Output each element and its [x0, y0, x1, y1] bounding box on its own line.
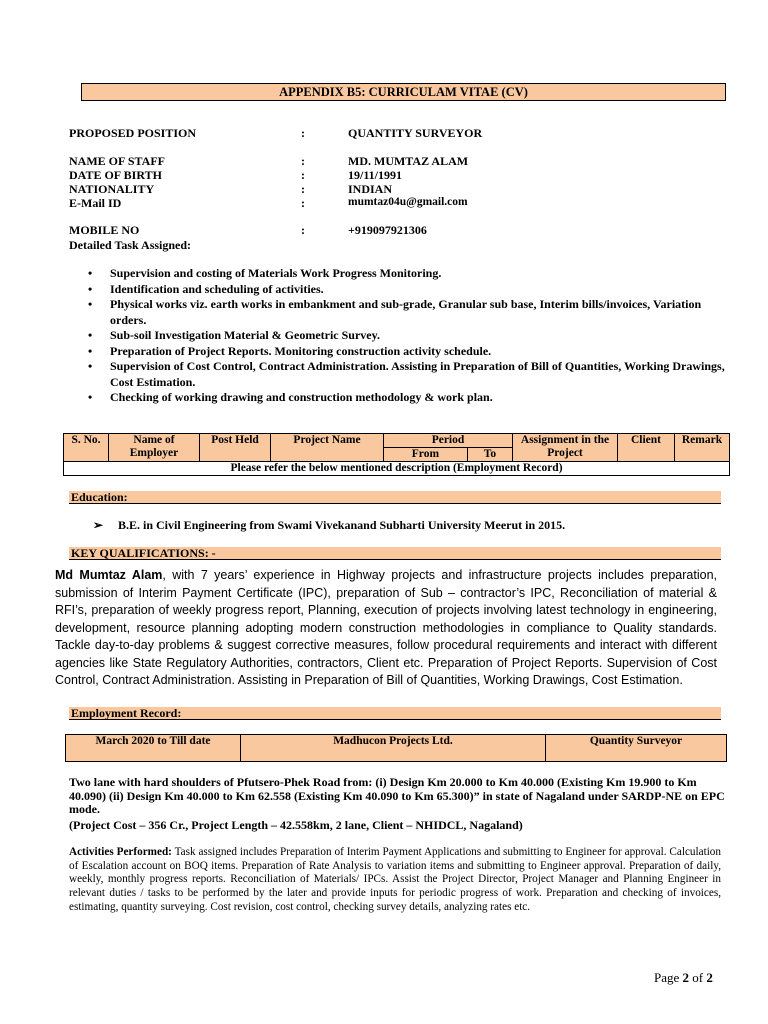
- table-header: Post Held: [200, 434, 271, 462]
- field-label-email: E-Mail ID: [69, 196, 122, 210]
- table-note: Please refer the below mentioned description (Employment Record): [64, 462, 730, 476]
- employment-table: [65, 734, 727, 762]
- project-table: [63, 433, 730, 476]
- cv-title: APPENDIX B5: CURRICULAM VITAE (CV): [81, 83, 726, 101]
- field-value-mobile: +919097921306: [348, 223, 427, 237]
- field-value-name: MD. MUMTAZ ALAM: [348, 154, 469, 168]
- task-heading: Detailed Task Assigned:: [69, 238, 192, 252]
- table-header: S. No.: [64, 434, 109, 462]
- table-header: Remark: [675, 434, 730, 462]
- employment-position: Quantity Surveyor: [546, 735, 727, 762]
- table-header: Project Name: [271, 434, 384, 462]
- field-colon: :: [301, 196, 305, 210]
- field-label-mobile: MOBILE NO: [69, 223, 140, 237]
- field-colon: :: [301, 223, 305, 237]
- field-label-nationality: NATIONALITY: [69, 182, 155, 196]
- page-total: 2: [706, 970, 713, 985]
- education-bullet-icon: ➢: [93, 518, 104, 532]
- field-value-position: QUANTITY SURVEYOR: [348, 126, 483, 140]
- field-label-position: PROPOSED POSITION: [69, 126, 197, 140]
- field-colon: :: [301, 154, 305, 168]
- field-value-email: mumtaz04u@gmail.com: [348, 196, 468, 208]
- field-value-nationality: INDIAN: [348, 182, 393, 196]
- table-header: Name of Employer: [109, 434, 200, 462]
- table-header: Period: [384, 434, 513, 448]
- employment-employer: Madhucon Projects Ltd.: [241, 735, 546, 762]
- qualifications-name: Md Mumtaz Alam: [55, 568, 163, 582]
- field-value-dob: 19/11/1991: [348, 168, 403, 182]
- activities-paragraph: [69, 846, 721, 915]
- employment-heading: Employment Record:: [69, 707, 721, 720]
- education-heading: Education:: [69, 491, 721, 504]
- qualifications-heading: KEY QUALIFICATIONS: -: [69, 547, 721, 560]
- list-item: • Identification and scheduling of activities.: [88, 282, 728, 298]
- list-item: • Checking of working drawing and construction methodology & work plan.: [88, 390, 728, 406]
- qualifications-text: , with 7 years’ experience in Highway projects and infrastructure projects includes preparation, submission of Interim Payment Certificate (IPC), preparation of Sub – contractor’s IPC, Reconciliation of material & RFI’s, preparation of weekly progress report, Planning, execution of projects involving latest technology in engineering, development, resource planning adopting modern construction methodologies in compliance to Quality standards. Tackle day-to-day problems & suggest corrective measures, follow procedural requirements and interact with different agencies like State Regulatory Authorities, contractors, Client etc. Preparation of Project Reports. Supervision of Cost Control, Contract Administration. Assisting in Preparation of Bill of Quantities, Working Drawings, Cost Estimation.: [55, 568, 718, 687]
- project-description: Two lane with hard shoulders of Pfutsero-Phek Road from: (i) Design Km 20.000 to Km 40.000 (Existing Km 19.900 to Km 40.090) (ii) Design Km 40.000 to Km 62.558 (Existing Km 40.090 to Km 65.300)” in state of Nagaland under SARDP-NE on EPC mode.: [69, 775, 725, 816]
- field-colon: :: [301, 168, 305, 182]
- field-colon: :: [301, 126, 305, 140]
- list-item: • Physical works viz. earth works in embankment and sub-grade, Granular sub base, Interim bills/invoices, Variation orders.: [88, 297, 728, 328]
- education-item: B.E. in Civil Engineering from Swami Vivekanand Subharti University Meerut in 2015.: [118, 518, 566, 532]
- project-cost: (Project Cost – 356 Cr., Project Length – 42.558km, 2 lane, Client – NHIDCL, Nagaland): [69, 818, 523, 832]
- table-header: Assignment in the Project: [513, 434, 618, 462]
- table-row: [66, 735, 727, 762]
- page-of: of: [689, 970, 707, 985]
- qualifications-paragraph: [55, 567, 717, 690]
- field-label-name: NAME OF STAFF: [69, 154, 165, 168]
- table-subheader: From: [384, 448, 468, 462]
- employment-period: March 2020 to Till date: [66, 735, 241, 762]
- activities-label: Activities Performed:: [69, 846, 172, 858]
- field-colon: :: [301, 182, 305, 196]
- page-prefix: Page: [654, 970, 683, 985]
- list-item: • Supervision and costing of Materials Work Progress Monitoring.: [88, 266, 728, 282]
- table-header: Client: [618, 434, 675, 462]
- table-subheader: To: [467, 448, 512, 462]
- page-number: [654, 970, 713, 986]
- activities-text: Task assigned includes Preparation of Interim Payment Applications and submitting to Engineer for approval. Calculation of Escalation account on BOQ items. Preparation of Rate Analysis to variation items and submitting to Engineer approval. Preparation of daily, weekly, monthly progress reports. Reconciliation of Materials/ IPCs. Assist the Project Director, Project Manager and Planning Engineer in relevant duties / tasks to be performed by the later and provide inputs for periodic progress of work. Preparation and checking of invoices, estimating, quantity surveying. Cost revision, cost control, checking survey details, analyzing rates etc.: [69, 846, 721, 913]
- list-item: • Supervision of Cost Control, Contract Administration. Assisting in Preparation of Bill of Quantities, Working Drawings, Cost Estimation.: [88, 359, 728, 390]
- field-label-dob: DATE OF BIRTH: [69, 168, 162, 182]
- page-current: 2: [682, 970, 690, 985]
- task-list: [88, 266, 728, 406]
- list-item: • Preparation of Project Reports. Monitoring construction activity schedule.: [88, 344, 728, 360]
- list-item: • Sub-soil Investigation Material & Geometric Survey.: [88, 328, 728, 344]
